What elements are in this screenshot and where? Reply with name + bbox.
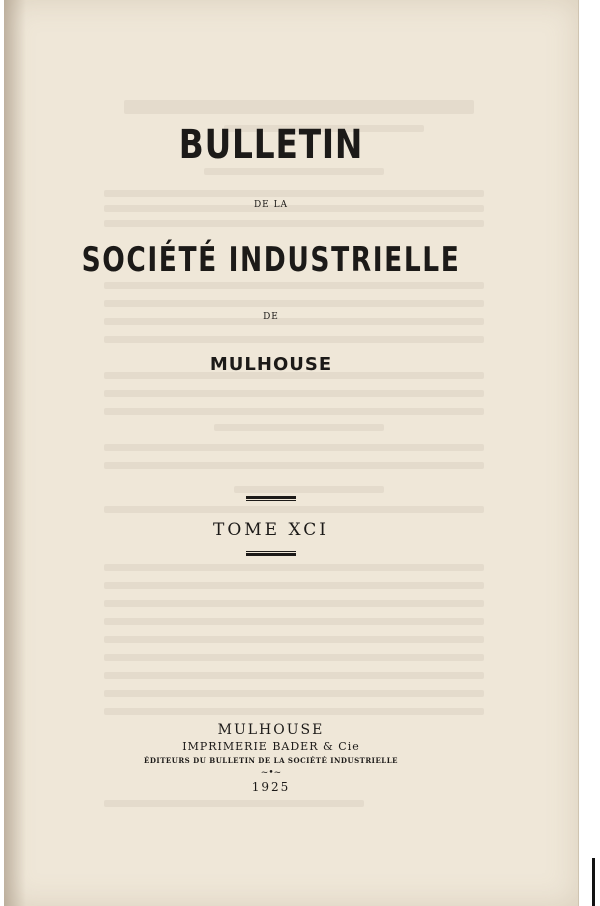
bottom-rule-divider (246, 551, 296, 556)
scan-edge-mark (592, 858, 595, 906)
top-rule-divider (246, 496, 296, 501)
title-connector-de-la: DE LA (253, 200, 289, 210)
society-name: SOCIÉTÉ INDUSTRIELLE (81, 240, 461, 280)
title-city: MULHOUSE (209, 354, 333, 375)
imprint-printer: IMPRIMERIE BADER & Cie (182, 740, 360, 753)
volume-label: TOME XCI (212, 520, 330, 540)
publication-year: 1925 (251, 780, 291, 794)
title-connector-de: DE (263, 312, 279, 322)
bulletin-title: BULLETIN (178, 122, 364, 168)
title-page (4, 0, 579, 906)
imprint-city: MULHOUSE (217, 722, 325, 738)
imprint-editors: ÉDITEURS DU BULLETIN DE LA SOCIÉTÉ INDUSTRIELLE (144, 756, 398, 765)
ornament-icon: ~•~ (260, 768, 282, 778)
